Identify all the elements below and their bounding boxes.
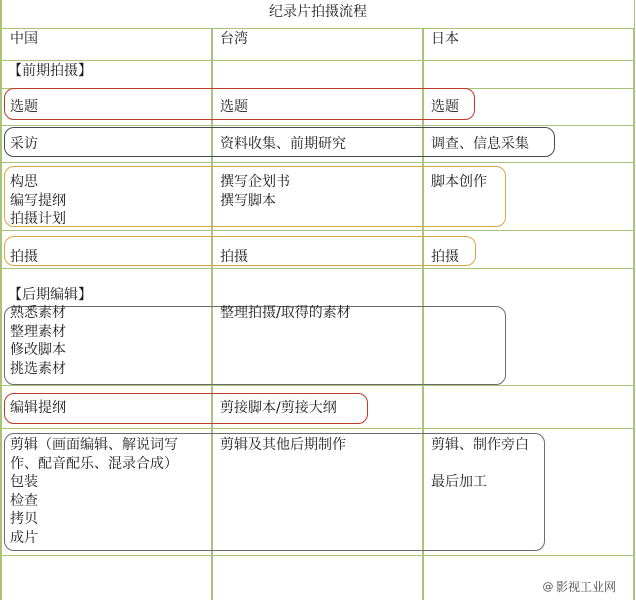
watermark	[542, 578, 616, 595]
cell-interview-japan: 调查、信息采集	[431, 136, 529, 152]
grid-line	[2, 125, 634, 126]
grid-line	[2, 162, 634, 163]
cell-shoot-china: 拍摄	[10, 249, 38, 265]
table-title: 纪录片拍摄流程	[2, 0, 634, 28]
cell-outline-china: 编辑提纲	[10, 400, 66, 416]
cell-plan-japan: 脚本创作	[431, 174, 487, 190]
column-header-japan: 日本	[431, 31, 459, 47]
grid-line	[2, 428, 634, 429]
at-icon: @	[542, 579, 554, 593]
cell-topic-japan: 选题	[431, 99, 459, 115]
cell-interview-taiwan: 资料收集、前期研究	[220, 136, 346, 152]
cell-material-taiwan: 整理拍摄/取得的素材	[220, 305, 351, 321]
column-header-china: 中国	[10, 31, 38, 47]
grid-line	[2, 268, 634, 269]
cell-edit-china: 剪辑（画面编辑、解说词写 作、配音配乐、混录合成） 包装 检查 拷贝 成片	[10, 437, 178, 546]
cell-plan-china: 构思 编写提纲 拍摄计划	[10, 174, 66, 227]
grid-line	[0, 0, 2, 600]
grid-line	[2, 28, 634, 29]
grid-line	[2, 385, 634, 386]
section-label-post: 【后期编辑】	[8, 287, 92, 303]
cell-material-china: 熟悉素材 整理素材 修改脚本 挑选素材	[10, 305, 66, 377]
cell-shoot-japan: 拍摄	[431, 249, 459, 265]
grid-line	[2, 60, 634, 61]
watermark-text: 影视工业网	[555, 580, 616, 594]
grid-line	[633, 0, 635, 600]
cell-outline-taiwan: 剪接脚本/剪接大纲	[220, 400, 337, 416]
section-label-pre: 【前期拍摄】	[8, 63, 92, 79]
cell-edit-taiwan: 剪辑及其他后期制作	[220, 437, 346, 453]
cell-interview-china: 采访	[10, 136, 38, 152]
cell-topic-taiwan: 选题	[220, 99, 248, 115]
cell-topic-china: 选题	[10, 99, 38, 115]
cell-edit-japan: 剪辑、制作旁白 最后加工	[431, 437, 529, 490]
grid-line	[2, 230, 634, 231]
cell-shoot-taiwan: 拍摄	[220, 249, 248, 265]
grid-line	[2, 555, 634, 556]
column-header-taiwan: 台湾	[220, 31, 248, 47]
cell-plan-taiwan: 撰写企划书 撰写脚本	[220, 174, 290, 209]
